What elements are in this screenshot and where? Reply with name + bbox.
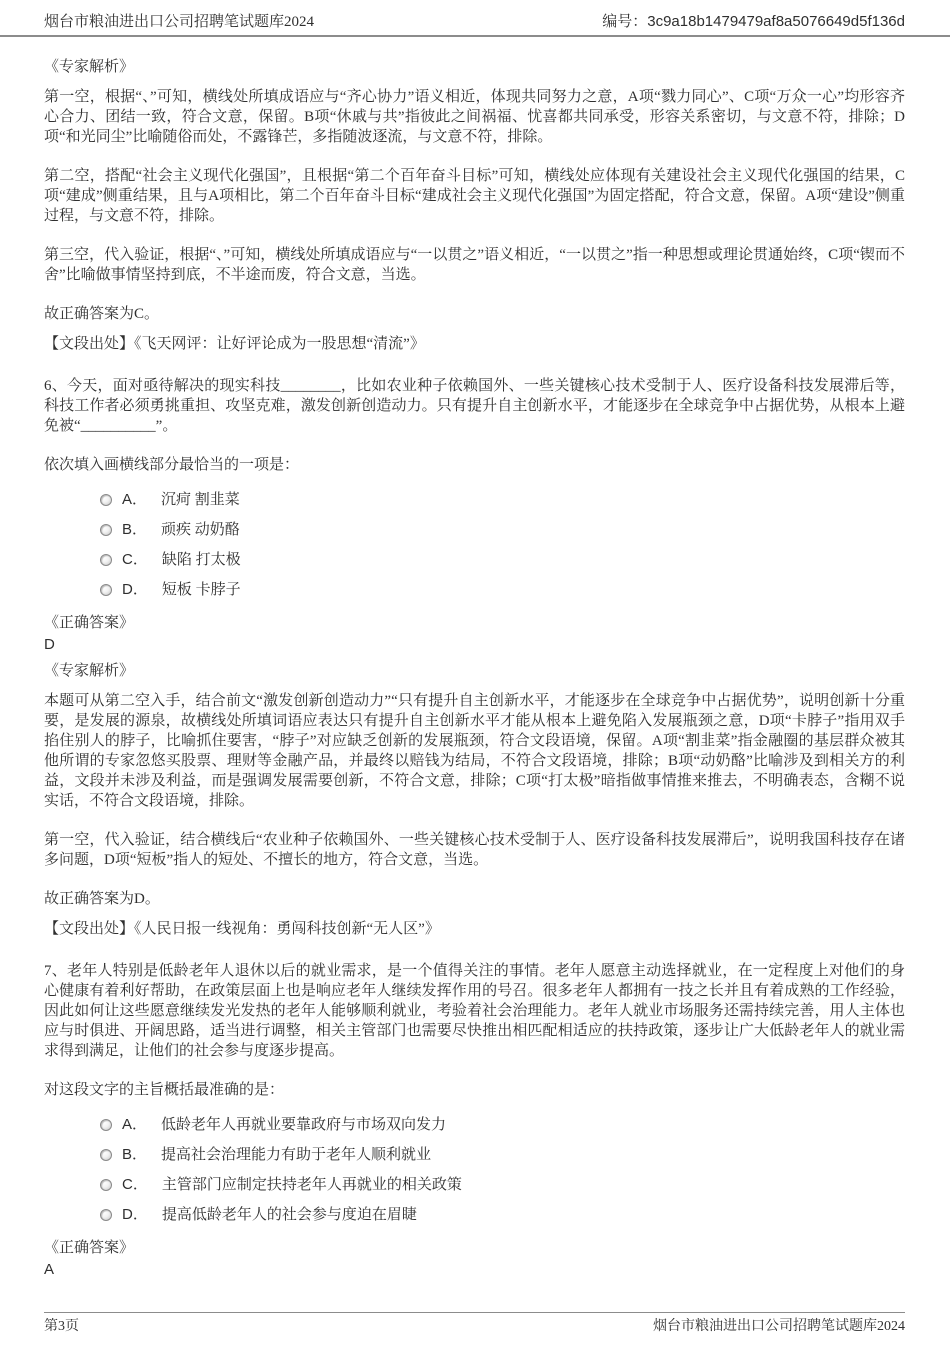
document-id <box>602 12 905 32</box>
document-title: 烟台市粮油进出口公司招聘笔试题库2024 <box>44 14 315 30</box>
option-radio-d[interactable] <box>100 1209 112 1221</box>
question-stem: 6、今天，面对亟待解决的现实科技________，比如农业种子依赖国外、一些关键核心技术受制于人、医疗设备科技发展滞后等，科技工作者必须勇挑重担、攻坚克难，激发创新创造动力。只有提升自主创新水平，才能逐步在全球竞争中占据优势，从根本上避免被“__________”。 <box>44 378 905 434</box>
option-row-a <box>100 485 905 515</box>
correct-answer-heading: 《正确答案》 <box>44 1240 135 1256</box>
option-row-b <box>100 515 905 545</box>
option-radio-b[interactable] <box>100 524 112 536</box>
question-6-options <box>44 485 905 605</box>
option-row-d <box>100 1200 905 1230</box>
analysis-paragraph: 本题可从第二空入手，结合前文“激发创新创造动力”“只有提升自主创新水平，才能逐步在全球竞争中占据优势”，说明创新十分重要，是发展的源泉，故横线处所填词语应表达只有提升自主创新水平才能从根本上避免陷入发展瓶颈之意，D项“卡脖子”指用双手掐住别人的脖子，比喻抓住要害，“脖子”对应缺乏创新的发展瓶颈，符合文段语境，保留。A项“割韭菜”指金融圈的基层群众被其他所谓的专家忽悠买股票、理财等金融产品，并最终以赔钱为结局，不符合文段语境，排除；B项“动奶酪”比喻涉及到相关方的利益，文段并未涉及利益，而是强调发展需要创新，不符合文意，排除；C项“打太极”暗指做事情推来推去，不明确表态，含糊不说实话，不符合文段语境，排除。 <box>44 693 905 809</box>
option-radio-a[interactable] <box>100 494 112 506</box>
option-label: C． <box>122 551 148 568</box>
option-radio-b[interactable] <box>100 1149 112 1161</box>
question-prompt: 对这段文字的主旨概括最准确的是： <box>44 1082 285 1098</box>
analysis-section-q5 <box>44 57 905 354</box>
correct-answer-heading: 《正确答案》 <box>44 615 135 631</box>
correct-answer-value: A <box>44 1261 55 1278</box>
option-label: A． <box>122 491 148 508</box>
option-text: 提高低龄老年人的社会参与度迫在眉睫 <box>161 1207 417 1223</box>
expert-analysis-heading: 《专家解析》 <box>44 59 135 75</box>
option-radio-a[interactable] <box>100 1119 112 1131</box>
question-7-options <box>44 1110 905 1230</box>
expert-analysis-heading: 《专家解析》 <box>44 663 135 679</box>
option-row-c <box>100 1170 905 1200</box>
option-text: 短板 卡脖子 <box>161 582 241 598</box>
option-text: 顽疾 动奶酪 <box>161 522 240 538</box>
question-prompt: 依次填入画横线部分最恰当的一项是： <box>44 457 300 473</box>
question-6 <box>44 376 905 939</box>
option-text: 主管部门应制定扶持老年人再就业的相关政策 <box>161 1177 462 1193</box>
answer-conclusion: 故正确答案为D。 <box>44 891 160 907</box>
correct-answer-value: D <box>44 636 55 653</box>
option-label: A． <box>122 1116 148 1133</box>
option-label: C． <box>122 1176 148 1193</box>
question-7 <box>44 961 905 1280</box>
option-text: 低龄老年人再就业要靠政府与市场双向发力 <box>161 1117 447 1133</box>
document-footer <box>0 1312 950 1337</box>
document-header <box>0 0 950 37</box>
question-stem: 7、老年人特别是低龄老年人退休以后的就业需求，是一个值得关注的事情。老年人愿意主动选择就业，在一定程度上对他们的身心健康有着利好帮助，在政策层面上也是响应老年人继续发挥作用的号召。很多老年人都拥有一技之长并且有着成熟的工作经验，因此如何让这些愿意继续发光发热的老年人能够顺利就业，考验着社会治理能力。老年人就业市场服务还需持续完善，用人主体也应与时俱进、开阔思路，适当进行调整，相关主管部门也需要尽快推出相匹配相适应的扶持政策，逐步让广大低龄老年人的就业需求得到满足，让他们的社会参与度逐步提高。 <box>44 963 905 1059</box>
passage-source: 【文段出处】《人民日报一线视角：勇闯科技创新“无人区”》 <box>44 921 440 937</box>
option-radio-c[interactable] <box>100 1179 112 1191</box>
option-text: 缺陷 打太极 <box>161 552 241 568</box>
analysis-paragraph: 第一空，代入验证，结合横线后“农业种子依赖国外、一些关键核心技术受制于人、医疗设备科技发展滞后”，说明我国科技存在诸多问题，D项“短板”指人的短处、不擅长的地方，符合文意，当选。 <box>44 832 905 868</box>
option-row-b <box>100 1140 905 1170</box>
option-text: 提高社会治理能力有助于老年人顺利就业 <box>161 1147 432 1163</box>
option-row-c <box>100 545 905 575</box>
option-label: D． <box>122 581 148 598</box>
footer-title: 烟台市粮油进出口公司招聘笔试题库2024 <box>653 1319 905 1334</box>
document-id-value: 3c9a18b1479479af8a5076649d5f136d <box>647 13 905 30</box>
footer-page-number: 第3页 <box>44 1319 79 1334</box>
analysis-paragraph: 第二空，搭配“社会主义现代化强国”，且根据“第二个百年奋斗目标”可知，横线处应体现有关建设社会主义现代化强国的结果，C项“建成”侧重结果，且与A项相比，第二个百年奋斗目标“建成社会主义现代化强国”为固定搭配，符合文意，保留。A项“建设”侧重过程，与文意不符，排除。 <box>44 168 905 224</box>
analysis-paragraph: 第一空，根据“、”可知，横线处所填成语应与“齐心协力”语义相近，体现共同努力之意，A项“戮力同心”、C项“万众一心”均形容齐心合力、团结一致，符合文意，保留。B项“休戚与共”指彼此之间祸福、忧喜都共同承受，形容关系密切，与文意不符，排除；D项“和光同尘”比喻随俗而处，不露锋芒，多指随波逐流，与文意不符，排除。 <box>44 89 905 145</box>
option-radio-c[interactable] <box>100 554 112 566</box>
option-text: 沉疴 割韭菜 <box>161 492 240 508</box>
document-body <box>0 37 950 1280</box>
option-label: B． <box>122 521 148 538</box>
option-label: D． <box>122 1206 148 1223</box>
option-row-a <box>100 1110 905 1140</box>
analysis-paragraph: 第三空，代入验证，根据“、”可知，横线处所填成语应与“一以贯之”语义相近，“一以贯之”指一种思想或理论贯通始终，C项“锲而不舍”比喻做事情坚持到底，不半途而废，符合文意，当选。 <box>44 247 905 283</box>
option-label: B． <box>122 1146 148 1163</box>
answer-conclusion: 故正确答案为C。 <box>44 306 160 322</box>
document-id-label: 编号： <box>602 14 648 30</box>
option-radio-d[interactable] <box>100 584 112 596</box>
option-row-d <box>100 575 905 605</box>
passage-source: 【文段出处】《飞天网评：让好评论成为一股思想“清流”》 <box>44 336 425 352</box>
